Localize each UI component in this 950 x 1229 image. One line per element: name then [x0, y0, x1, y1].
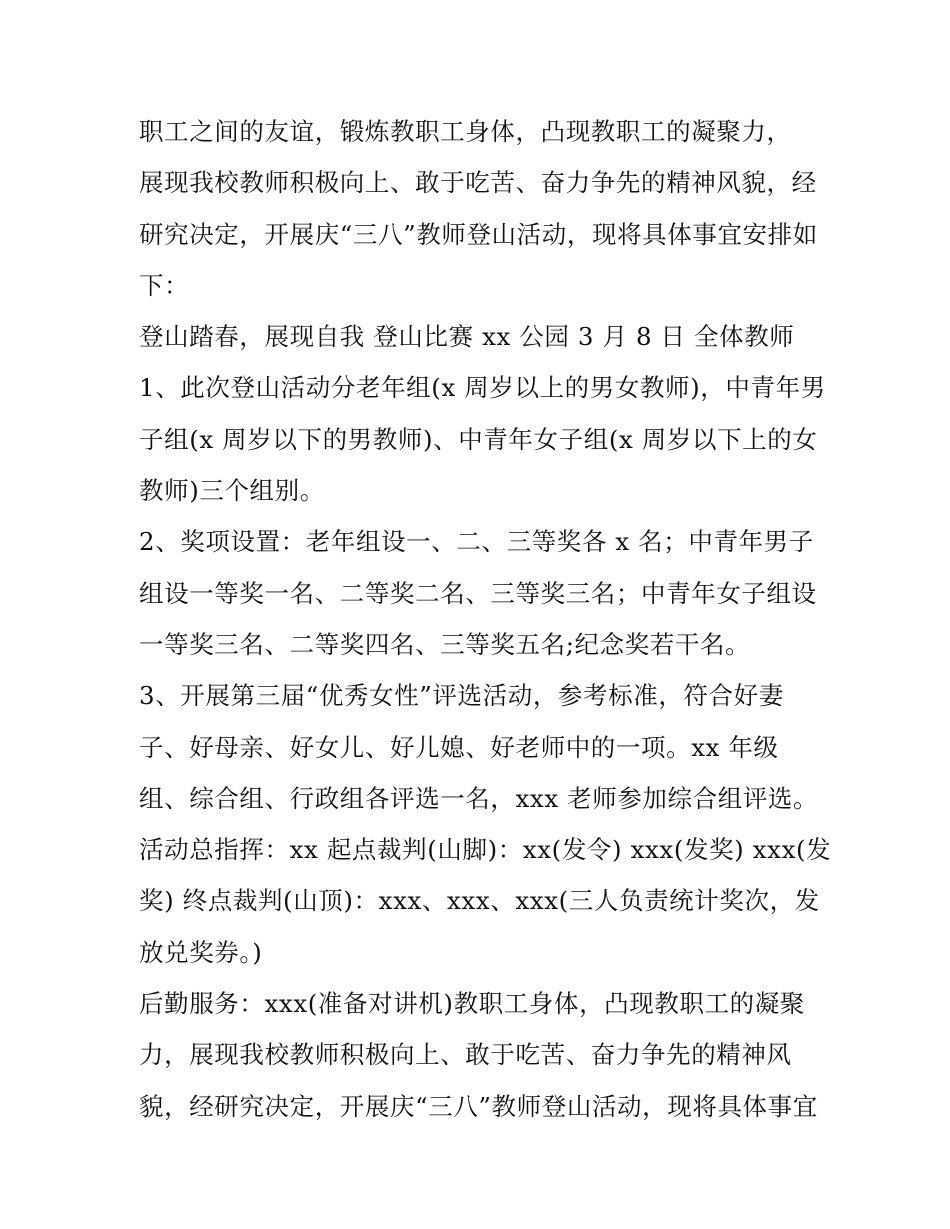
text-line: 下： [139, 270, 190, 300]
text-line: 组设一等奖一名、二等奖二名、三等奖三名；中青年女子组设 [139, 578, 817, 608]
text-line: 奖) 终点裁判(山顶)：xxx、xxx、xxx(三人负责统计奖次，发 [139, 886, 820, 916]
text-line: 活动总指挥：xx 起点裁判(山脚)：xx(发令) xxx(发奖) xxx(发 [139, 835, 832, 865]
text-line: 貌，经研究决定，开展庆“三八”教师登山活动，现将具体事宜 [139, 1091, 818, 1121]
text-line: 登山踏春，展现自我 登山比赛 xx 公园 3 月 8 日 全体教师 [139, 322, 795, 352]
text-line: 2、奖项设置：老年组设一、二、三等奖各 x 名；中青年男子 [139, 527, 814, 557]
text-line: 组、综合组、行政组各评选一名，xxx 老师参加综合组评选。 [139, 783, 819, 813]
text-line: 子组(x 周岁以下的男教师)、中青年女子组(x 周岁以下上的女 [139, 424, 818, 454]
text-line: 一等奖三名、二等奖四名、三等奖五名;纪念奖若干名。 [139, 629, 751, 659]
text-line: 展现我校教师积极向上、敢于吃苦、奋力争先的精神风貌，经 [139, 168, 817, 198]
text-line: 后勤服务：xxx(准备对讲机)教职工身体，凸现教职工的凝聚 [139, 989, 805, 1019]
text-line: 力，展现我校教师积极向上、敢于吃苦、奋力争先的精神风 [139, 1040, 792, 1070]
text-line: 1、此次登山活动分老年组(x 周岁以上的男女教师)，中青年男 [139, 373, 826, 403]
text-line: 放兑奖券。) [139, 937, 263, 967]
text-line: 3、开展第三届“优秀女性”评选活动，参考标准，符合好妻 [139, 681, 784, 711]
text-line: 职工之间的友谊，锻炼教职工身体，凸现教职工的凝聚力， [139, 117, 792, 146]
text-line: 子、好母亲、好女儿、好儿媳、好老师中的一项。xx 年级 [139, 732, 779, 762]
text-line: 教师)三个组别。 [139, 476, 325, 506]
document-body [139, 106, 832, 1132]
text-line: 研究决定，开展庆“三八”教师登山活动，现将具体事宜安排如 [139, 219, 818, 249]
